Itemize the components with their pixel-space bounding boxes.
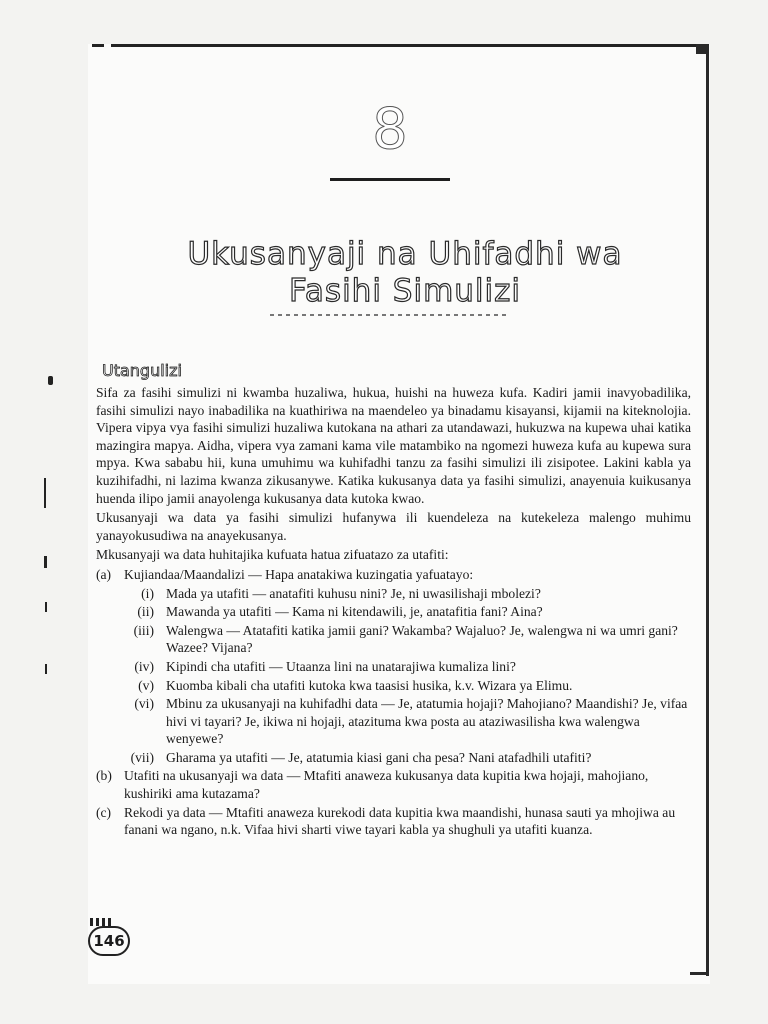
step-text: Rekodi ya data — Mtafiti anaweza kurekodi data kupitia kwa maandishi, hunasa sauti ya mhojiwa au fanani wa ngano, n.k. Vifaa hivi sharti viwe tayari kabla ya shughuli ya utafiti kuanza. xyxy=(124,804,676,838)
sub-step-item xyxy=(96,585,691,603)
sub-step-label: (iii) xyxy=(133,622,154,638)
step-text: Utafiti na ukusanyaji wa data — Mtafiti anaweza kukusanya data kupitia kwa hojaji, mahojiano, kushiriki ama kutazama? xyxy=(124,768,649,802)
sub-step-label: (i) xyxy=(141,585,154,601)
title-dotted-rule xyxy=(270,314,508,316)
margin-mark xyxy=(45,602,47,612)
margin-mark xyxy=(44,556,47,568)
intro-paragraph-1: Sifa za fasihi simulizi ni kwamba huzaliwa, hukua, huishi na huweza kufa. Kadiri jamii inavyobadilika, fasihi simulizi nayo inabadilika na kuathiriwa na maendeleo ya binadamu kisayansi, kijamii na kiteknolojia. Vipera vipya vya fasihi simulizi huzaliwa kutokana na athari za utandawazi, hukuzwa na kupewa uhai katika mazingira mapya. Aidha, vipera vya zamani kama vile matambiko na ngomezi huweza kufa au kupewa sura mpya. Kwa sababu hii, kuna umuhimu wa kuhifadhi tanzu za fasihi simulizi ili zisipotee. Lakini kabla ya kuzihifadhi, ni lazima kwanza zikusanywe. Katika kukusanya data ya fasihi simulizi, anayenuia kuikusanya huenda ilipo jamii anayolenga kukusanya data kutoka kwao. xyxy=(96,385,691,506)
page-top-border xyxy=(92,44,704,47)
chapter-rule xyxy=(330,178,450,181)
page-top-border-gap xyxy=(104,44,111,47)
page-right-border xyxy=(706,46,709,976)
sub-step-item xyxy=(96,658,691,676)
chapter-title xyxy=(160,236,650,310)
sub-step-text: Mawanda ya utafiti — Kama ni kitendawili, je, anatafitia fani? Aina? xyxy=(166,604,543,620)
chapter-title-line-1: Ukusanyaji na Uhifadhi wa xyxy=(187,236,623,272)
chapter-title-line-2: Fasihi Simulizi xyxy=(288,273,522,309)
sub-step-label: (iv) xyxy=(134,658,154,674)
step-item xyxy=(96,767,691,802)
step-label: (b) xyxy=(96,768,112,784)
margin-mark xyxy=(44,478,46,508)
sub-step-text: Gharama ya utafiti — Je, atatumia kiasi gani cha pesa? Nani atafadhili utafiti? xyxy=(166,749,592,765)
step-text: Kujiandaa/Maandalizi — Hapa anatakiwa kuzingatia yafuatayo: xyxy=(124,566,474,582)
step-label: (c) xyxy=(96,804,112,820)
page-number-flag xyxy=(90,918,112,926)
sub-step-label: (vi) xyxy=(134,696,154,712)
sub-step-item xyxy=(96,677,691,695)
sub-step-text: Walengwa — Atatafiti katika jamii gani? Wakamba? Wajaluo? Je, walengwa ni wa umri gani? Wazee? Vijana? xyxy=(166,622,678,656)
intro-paragraph-3: Mkusanyaji wa data huhitajika kufuata hatua zifuatazo za utafiti: xyxy=(96,547,449,563)
sub-step-label: (ii) xyxy=(137,604,154,620)
sub-step-label: (v) xyxy=(138,677,154,693)
step-item xyxy=(96,566,691,584)
step-label: (a) xyxy=(96,566,112,582)
sub-step-label: (vii) xyxy=(130,749,154,765)
sub-step-text: Kipindi cha utafiti — Utaanza lini na unatarajiwa kumaliza lini? xyxy=(166,658,516,674)
sub-step-text: Kuomba kibali cha utafiti kutoka kwa taasisi husika, k.v. Wizara ya Elimu. xyxy=(166,677,573,693)
sub-step-item xyxy=(96,622,691,657)
intro-paragraph-2: Ukusanyaji wa data ya fasihi simulizi hufanywa ili kuendeleza na kutekeleza malengo muhimu yanayokusudiwa na anayekusanya. xyxy=(96,510,691,543)
sub-step-item xyxy=(96,749,691,767)
margin-mark xyxy=(48,376,53,385)
sub-step-item xyxy=(96,695,691,748)
chapter-body xyxy=(96,360,691,840)
sub-step-text: Mada ya utafiti — anatafiti kuhusu nini? Je, ni uwasilishaji mbolezi? xyxy=(166,585,541,601)
sub-step-text: Mbinu za ukusanyaji na kuhifadhi data — Je, atatumia hojaji? Mahojiano? Maandishi? Je, vifaa hivi vi tayari? Je, ikiwa ni hojaji, atazituma kwa posta au ataziwasilisha kwa walengwa wenyewe? xyxy=(166,696,688,747)
step-item xyxy=(96,804,691,839)
chapter-number: 8 xyxy=(372,97,408,162)
page-number: 146 xyxy=(88,926,130,956)
page-corner-mark xyxy=(690,972,709,975)
section-heading: Utangulizi xyxy=(102,361,182,380)
margin-mark xyxy=(45,664,47,674)
sub-step-item xyxy=(96,603,691,621)
